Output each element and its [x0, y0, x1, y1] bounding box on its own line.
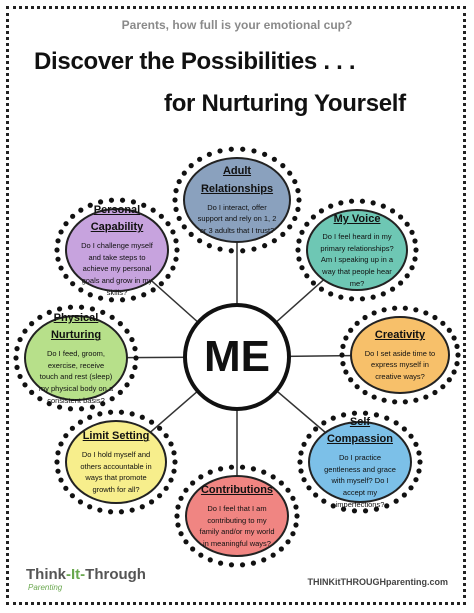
- ring-dot-voice: [338, 295, 343, 300]
- ring-dot-physical: [132, 346, 137, 351]
- ring-dot-physical: [14, 365, 19, 370]
- bubble-description: Do I feed, groom, exercise, receive touch and rest (sleep) my physical body on a consistent basis?: [38, 349, 114, 405]
- ring-dot-voice: [371, 295, 376, 300]
- ring-dot-compassion: [416, 450, 421, 455]
- ring-dot-voice: [405, 273, 410, 278]
- ring-dot-adult: [173, 207, 178, 212]
- ring-dot-voice: [328, 204, 333, 209]
- ring-dot-adult: [217, 148, 222, 153]
- logo-through: Through: [85, 566, 146, 583]
- brand-logo: [26, 566, 146, 583]
- bubble-voice: [306, 209, 408, 291]
- ring-dot-physical: [124, 382, 129, 387]
- ring-dot-creativity: [343, 369, 348, 374]
- ring-dot-voice: [409, 230, 414, 235]
- bubble-creativity: [350, 316, 450, 394]
- ring-dot-contributions: [261, 557, 266, 562]
- ring-dot-creativity: [403, 306, 408, 311]
- ring-dot-physical: [79, 406, 84, 411]
- ring-dot-adult: [229, 248, 234, 253]
- bubble-title: Adult Relationships: [200, 165, 274, 196]
- ring-dot-contributions: [279, 546, 284, 551]
- bubble-contributions: [185, 475, 289, 557]
- ring-dot-creativity: [403, 399, 408, 404]
- ring-dot-compassion: [413, 442, 418, 447]
- bubble-title: Limit Setting: [82, 430, 150, 443]
- ring-dot-adult: [292, 216, 297, 221]
- ring-dot-limit: [78, 419, 83, 424]
- ring-dot-voice: [413, 247, 418, 252]
- ring-dot-capability: [55, 257, 60, 262]
- ring-dot-compassion: [306, 485, 311, 490]
- ring-dot-contributions: [285, 539, 290, 544]
- ring-dot-adult: [172, 197, 177, 202]
- bubble-description: Do I feel that I am contributing to my family and/or my world in meaningful ways?: [199, 504, 275, 548]
- ring-dot-creativity: [355, 321, 360, 326]
- ring-dot-compassion: [301, 477, 306, 482]
- ring-dot-limit: [70, 493, 75, 498]
- ring-dot-voice: [371, 200, 376, 205]
- ring-dot-adult: [182, 224, 187, 229]
- ring-dot-limit: [97, 411, 102, 416]
- ring-dot-adult: [272, 157, 277, 162]
- ring-dot-contributions: [208, 470, 213, 475]
- ring-dot-adult: [287, 224, 292, 229]
- bubble-description: Do I hold myself and others accountable in ways that promote growth for all?: [80, 450, 152, 494]
- ring-dot-capability: [159, 214, 164, 219]
- ring-dot-adult: [292, 179, 297, 184]
- ring-dot-physical: [118, 321, 123, 326]
- ring-dot-physical: [17, 374, 22, 379]
- ring-dot-physical: [22, 382, 27, 387]
- ring-dot-limit: [54, 459, 59, 464]
- ring-dot-voice: [319, 208, 324, 213]
- ring-dot-voice: [296, 238, 301, 243]
- ring-dot-capability: [170, 265, 175, 270]
- ring-dot-voice: [338, 200, 343, 205]
- ring-dot-contributions: [229, 465, 234, 470]
- ring-dot-contributions: [294, 513, 299, 518]
- ring-dot-contributions: [183, 539, 188, 544]
- bubble-title: Creativity: [374, 329, 426, 342]
- ring-dot-compassion: [402, 492, 407, 497]
- ring-dot-limit: [171, 450, 176, 455]
- ring-dot-creativity: [413, 307, 418, 312]
- title-line-1: Discover the Possibilities . . .: [34, 48, 356, 75]
- ring-dot-creativity: [339, 352, 344, 357]
- ring-dot-adult: [251, 246, 256, 251]
- ring-dot-adult: [262, 243, 267, 248]
- ring-dot-physical: [118, 390, 123, 395]
- bubble-description: Do I feel heard in my primary relationships? Am I speaking up in a way that people hear me?: [320, 232, 394, 288]
- ring-dot-adult: [189, 232, 194, 237]
- ring-dot-contributions: [251, 561, 256, 566]
- ring-dot-creativity: [451, 369, 456, 374]
- ring-dot-creativity: [447, 377, 452, 382]
- ring-dot-creativity: [440, 321, 445, 326]
- ring-dot-creativity: [423, 310, 428, 315]
- ring-dot-limit: [119, 509, 124, 514]
- ring-dot-adult: [229, 147, 234, 152]
- ring-dot-adult: [295, 207, 300, 212]
- ring-dot-voice: [304, 273, 309, 278]
- ring-dot-creativity: [343, 335, 348, 340]
- ring-dot-contributions: [240, 465, 245, 470]
- ring-dot-creativity: [454, 344, 459, 349]
- ring-dot-compassion: [313, 492, 318, 497]
- ring-dot-voice: [405, 222, 410, 227]
- ring-dot-contributions: [279, 480, 284, 485]
- ring-dot-adult: [207, 243, 212, 248]
- ring-dot-physical: [29, 390, 34, 395]
- bubble-description: Do I challenge myself and take steps to achieve my personal goals and grow in my skills?: [81, 241, 153, 297]
- ring-dot-contributions: [175, 504, 180, 509]
- ring-dot-contributions: [293, 504, 298, 509]
- ring-dot-physical: [13, 355, 18, 360]
- ring-dot-adult: [251, 148, 256, 153]
- ring-dot-physical: [133, 355, 138, 360]
- ring-dot-adult: [272, 238, 277, 243]
- ring-dot-limit: [55, 469, 60, 474]
- ring-dot-compassion: [417, 459, 422, 464]
- ring-dot-limit: [87, 415, 92, 420]
- bubble-title: My Voice: [333, 212, 381, 225]
- ring-dot-creativity: [423, 394, 428, 399]
- bubble-title: Physical Nurturing: [50, 311, 102, 342]
- ring-dot-capability: [170, 229, 175, 234]
- ring-dot-physical: [68, 406, 73, 411]
- ring-dot-contributions: [290, 496, 295, 501]
- ring-dot-creativity: [382, 307, 387, 312]
- ring-dot-creativity: [362, 315, 367, 320]
- ring-dot-limit: [87, 504, 92, 509]
- ring-dot-contributions: [290, 531, 295, 536]
- ring-dot-creativity: [451, 335, 456, 340]
- ring-dot-adult: [197, 157, 202, 162]
- bubble-description: Do I practice gentleness and grace with myself? Do I accept my imperfections?: [324, 453, 396, 509]
- ring-dot-voice: [299, 265, 304, 270]
- ring-dot-voice: [349, 296, 354, 301]
- ring-dot-limit: [97, 507, 102, 512]
- ring-dot-voice: [412, 238, 417, 243]
- ring-dot-creativity: [392, 399, 397, 404]
- website-url: THINKitTHROUGHparenting.com: [307, 577, 448, 587]
- ring-dot-limit: [130, 411, 135, 416]
- ring-dot-voice: [311, 280, 316, 285]
- bubble-physical: [24, 311, 128, 405]
- ring-dot-limit: [157, 426, 162, 431]
- ring-dot-adult: [262, 152, 267, 157]
- ring-dot-capability: [165, 221, 170, 226]
- bubble-adult: [183, 157, 291, 243]
- ring-dot-contributions: [271, 474, 276, 479]
- ring-dot-contributions: [190, 546, 195, 551]
- ring-dot-creativity: [348, 328, 353, 333]
- ring-dot-creativity: [447, 328, 452, 333]
- ring-dot-contributions: [218, 466, 223, 471]
- ring-dot-capability: [63, 274, 68, 279]
- ring-dot-limit: [168, 441, 173, 446]
- ring-dot-voice: [381, 204, 386, 209]
- ring-dot-physical: [14, 346, 19, 351]
- ring-dot-creativity: [440, 384, 445, 389]
- ring-dot-limit: [164, 486, 169, 491]
- ring-dot-creativity: [372, 310, 377, 315]
- ring-dot-creativity: [382, 398, 387, 403]
- ring-dot-adult: [296, 197, 301, 202]
- ring-dot-capability: [173, 257, 178, 262]
- ring-dot-compassion: [306, 434, 311, 439]
- me-center-circle: ME: [183, 303, 291, 411]
- ring-dot-physical: [17, 337, 22, 342]
- ring-dot-voice: [328, 291, 333, 296]
- ring-dot-limit: [70, 426, 75, 431]
- ring-dot-capability: [55, 238, 60, 243]
- ring-dot-voice: [299, 230, 304, 235]
- ring-dot-creativity: [372, 394, 377, 399]
- ring-dot-adult: [173, 188, 178, 193]
- ring-dot-voice: [381, 291, 386, 296]
- ring-dot-contributions: [271, 553, 276, 558]
- bubble-limit: [65, 420, 167, 504]
- ring-dot-limit: [140, 504, 145, 509]
- ring-dot-creativity: [340, 344, 345, 349]
- ring-dot-contributions: [218, 561, 223, 566]
- ring-dot-adult: [182, 171, 187, 176]
- ring-dot-contributions: [198, 553, 203, 558]
- ring-dot-adult: [280, 163, 285, 168]
- ring-dot-capability: [70, 214, 75, 219]
- ring-dot-compassion: [408, 485, 413, 490]
- ring-dot-adult: [240, 147, 245, 152]
- bubble-title: Personal Capability: [90, 203, 144, 234]
- ring-dot-physical: [129, 337, 134, 342]
- ring-dot-compassion: [313, 426, 318, 431]
- ring-dot-creativity: [454, 361, 459, 366]
- ring-dot-limit: [108, 410, 113, 415]
- ring-dot-physical: [132, 365, 137, 370]
- logo-it: -It-: [66, 566, 86, 583]
- ring-dot-voice: [398, 214, 403, 219]
- bubble-compassion: [308, 415, 412, 509]
- ring-dot-limit: [140, 415, 145, 420]
- ring-dot-capability: [54, 247, 59, 252]
- ring-dot-physical: [129, 374, 134, 379]
- ring-dot-capability: [58, 265, 63, 270]
- ring-dot-creativity: [455, 352, 460, 357]
- ring-dot-voice: [390, 208, 395, 213]
- ring-dot-creativity: [340, 361, 345, 366]
- ring-dot-contributions: [229, 562, 234, 567]
- ring-dot-voice: [296, 256, 301, 261]
- ring-dot-physical: [124, 329, 129, 334]
- ring-dot-compassion: [413, 477, 418, 482]
- ring-dot-contributions: [190, 480, 195, 485]
- ring-dot-contributions: [174, 513, 179, 518]
- ring-dot-capability: [174, 247, 179, 252]
- ring-dot-adult: [207, 152, 212, 157]
- ring-dot-compassion: [402, 426, 407, 431]
- ring-dot-contributions: [240, 562, 245, 567]
- ring-dot-capability: [70, 281, 75, 286]
- ring-dot-compassion: [297, 459, 302, 464]
- ring-dot-capability: [159, 281, 164, 286]
- ring-dot-adult: [217, 246, 222, 251]
- ring-dot-adult: [197, 238, 202, 243]
- ring-dot-creativity: [432, 390, 437, 395]
- ring-dot-voice: [311, 214, 316, 219]
- ring-dot-contributions: [178, 496, 183, 501]
- ring-dot-voice: [412, 256, 417, 261]
- ring-dot-limit: [172, 459, 177, 464]
- ring-dot-capability: [165, 274, 170, 279]
- ring-dot-limit: [58, 477, 63, 482]
- ring-dot-limit: [149, 419, 154, 424]
- ring-dot-contributions: [261, 470, 266, 475]
- ring-dot-compassion: [416, 468, 421, 473]
- ring-dot-adult: [240, 248, 245, 253]
- ring-dot-voice: [349, 199, 354, 204]
- ring-dot-contributions: [198, 474, 203, 479]
- ring-dot-limit: [78, 499, 83, 504]
- ring-dot-compassion: [408, 434, 413, 439]
- ring-dot-creativity: [355, 384, 360, 389]
- ring-dot-limit: [130, 507, 135, 512]
- ring-dot-capability: [63, 221, 68, 226]
- ring-dot-voice: [304, 222, 309, 227]
- ring-dot-physical: [22, 329, 27, 334]
- bubble-title: Self Compassion: [326, 415, 393, 446]
- ring-dot-voice: [360, 296, 365, 301]
- bubble-title: Contributions: [200, 484, 274, 497]
- ring-dot-limit: [63, 433, 68, 438]
- ring-dot-compassion: [298, 468, 303, 473]
- ring-dot-limit: [119, 410, 124, 415]
- ring-dot-creativity: [392, 306, 397, 311]
- ring-dot-adult: [295, 188, 300, 193]
- ring-dot-contributions: [175, 522, 180, 527]
- title-line-2: for Nurturing Yourself: [164, 90, 406, 117]
- ring-dot-contributions: [178, 531, 183, 536]
- ring-dot-limit: [55, 450, 60, 455]
- ring-dot-creativity: [413, 398, 418, 403]
- ring-dot-adult: [177, 216, 182, 221]
- ring-dot-voice: [295, 247, 300, 252]
- ring-dot-adult: [287, 171, 292, 176]
- ring-dot-creativity: [432, 315, 437, 320]
- ring-dot-limit: [108, 509, 113, 514]
- ring-dot-limit: [168, 477, 173, 482]
- ring-dot-voice: [360, 199, 365, 204]
- ring-dot-contributions: [293, 522, 298, 527]
- ring-dot-capability: [173, 238, 178, 243]
- ring-dot-adult: [189, 163, 194, 168]
- ring-dot-capability: [58, 229, 63, 234]
- ring-dot-limit: [63, 486, 68, 491]
- ring-dot-compassion: [298, 450, 303, 455]
- logo-think: Think: [26, 566, 66, 583]
- ring-dot-adult: [280, 232, 285, 237]
- bubble-description: Do I set aside time to express myself in creative ways?: [364, 348, 436, 382]
- ring-dot-voice: [409, 265, 414, 270]
- ring-dot-limit: [164, 433, 169, 438]
- ring-dot-contributions: [183, 488, 188, 493]
- ring-dot-compassion: [301, 442, 306, 447]
- bubble-capability: [65, 203, 169, 297]
- ring-dot-contributions: [208, 557, 213, 562]
- ring-dot-limit: [58, 441, 63, 446]
- ring-dot-limit: [171, 469, 176, 474]
- subtitle: Parents, how full is your emotional cup?: [121, 18, 353, 32]
- logo-subtitle: Parenting: [28, 583, 63, 592]
- ring-dot-creativity: [348, 377, 353, 382]
- ring-dot-limit: [157, 493, 162, 498]
- ring-dot-contributions: [251, 466, 256, 471]
- ring-dot-voice: [398, 280, 403, 285]
- ring-dot-adult: [177, 179, 182, 184]
- ring-dot-physical: [29, 321, 34, 326]
- bubble-description: Do I interact, offer support and rely on 1, 2 or 3 adults that I trust?: [197, 202, 277, 235]
- ring-dot-creativity: [362, 390, 367, 395]
- ring-dot-limit: [149, 499, 154, 504]
- ring-dot-contributions: [285, 488, 290, 493]
